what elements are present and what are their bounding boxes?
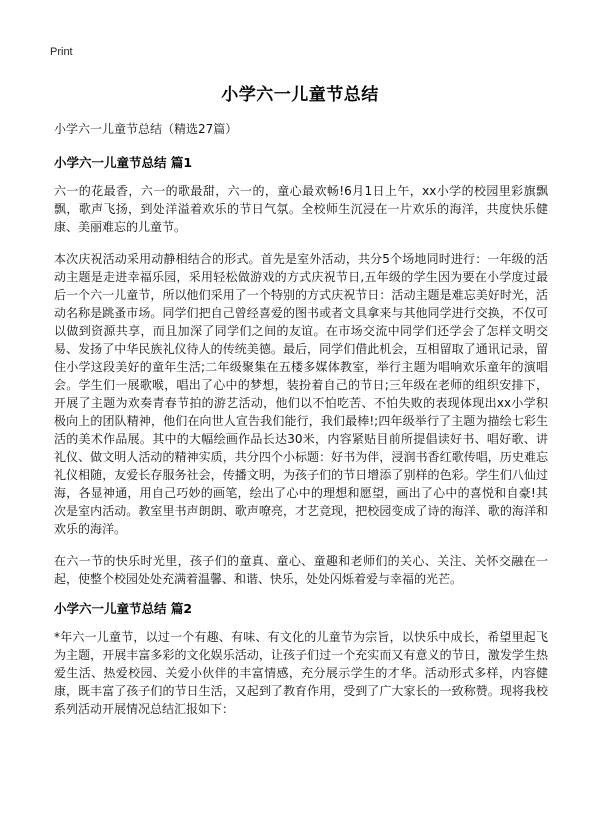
paragraph: 本次庆祝活动采用动静相结合的形式。首先是室外活动，共分5个场地同时进行：一年级的活动主题是走进幸福乐园，采用轻松做游戏的方式庆祝节日,五年级的学生因为要在小学度过最后一个六一儿童节，所以他们采用了一个特别的方式庆祝节日：活动主题是难忘美好时光，活动名称是跳蚤市场。同学们把自己曾经喜爱的图书或者文具拿来与其他同学进行交换，不仅可以做到资源共享，而且加深了同学们之间的友谊。在市场交流中同学们还学会了怎样文明交易、发扬了中华民族礼仪待人的传统美德。最后，同学们借此机会，互相留取了通讯记录，留住小学这段美好的童年生活;二年级聚集在五楼多媒体教室，举行主题为唱响欢乐童年的演唱会。学生们一展歌喉，唱出了心中的梦想，装扮着自己的节日;三年级在老师的组织安排下，开展了主题为欢奏青春节拍的游艺活动，他们以不怕吃苦、不怕失败的表现体现出xx小学积极向上的团队精神，他们在向世人宣告我们能行，我们最棒!;四年级举行了主题为描绘七彩生活的美术作品展。其中的大幅绘画作品长达30米，内容紧贴目前所提倡读好书、唱好歌、讲礼仪、做文明人活动的精神实质，共分四个小标题：好书为伴，浸润书香红歌传唱，历史难忘礼仪相随，友爱长存服务社会，传播文明，为孩子们的节日增添了别样的色彩。学生们八仙过海，各显神通，用自己巧妙的画笔，绘出了心中的理想和愿望，画出了心中的喜悦和自豪!其次是室内活动。教室里书声朗朗、歌声嘹亮，才艺竞现，把校园变成了诗的海洋、歌的海洋和欢乐的海洋。 [54, 252, 548, 536]
print-label: Print [50, 46, 73, 58]
section-2 [54, 600, 548, 718]
section-heading: 小学六一儿童节总结 篇2 [54, 601, 193, 616]
paragraph: 在六一节的快乐时光里，孩子们的童真、童心、童趣和老师们的关心、关注、关怀交融在一起，使整个校园处处充满着温馨、和谐、快乐，处处闪烁着爱与幸福的光芒。 [54, 554, 548, 586]
document-body [54, 120, 548, 732]
document-title: 小学六一儿童节总结 [221, 85, 379, 105]
section-heading: 小学六一儿童节总结 篇1 [54, 155, 193, 170]
section-1 [54, 154, 548, 588]
paragraph: 六一的花最香，六一的歌最甜，六一的，童心最欢畅!6月1日上午，xx小学的校园里彩旗飘飘，歌声飞扬，到处洋溢着欢乐的节日气氛。全校师生沉浸在一片欢乐的海洋，共度快乐健康、美丽难忘的儿童节。 [54, 184, 548, 234]
document-subtitle: 小学六一儿童节总结（精选27篇） [54, 122, 238, 136]
paragraph: *年六一儿童节，以过一个有趣、有味、有文化的儿童节为宗旨，以快乐中成长，希望里起飞为主题，开展丰富多彩的文化娱乐活动，让孩子们过一个充实而又有意义的节日，激发学生热爱生活、热爱校园、关爱小伙伴的丰富情感，充分展示学生的才华。活动形式多样，内容健康，既丰富了孩子们的节日生活，又起到了教育作用，受到了广大家长的一致称赞。现将我校系列活动开展情况总结汇报如下： [54, 630, 548, 716]
